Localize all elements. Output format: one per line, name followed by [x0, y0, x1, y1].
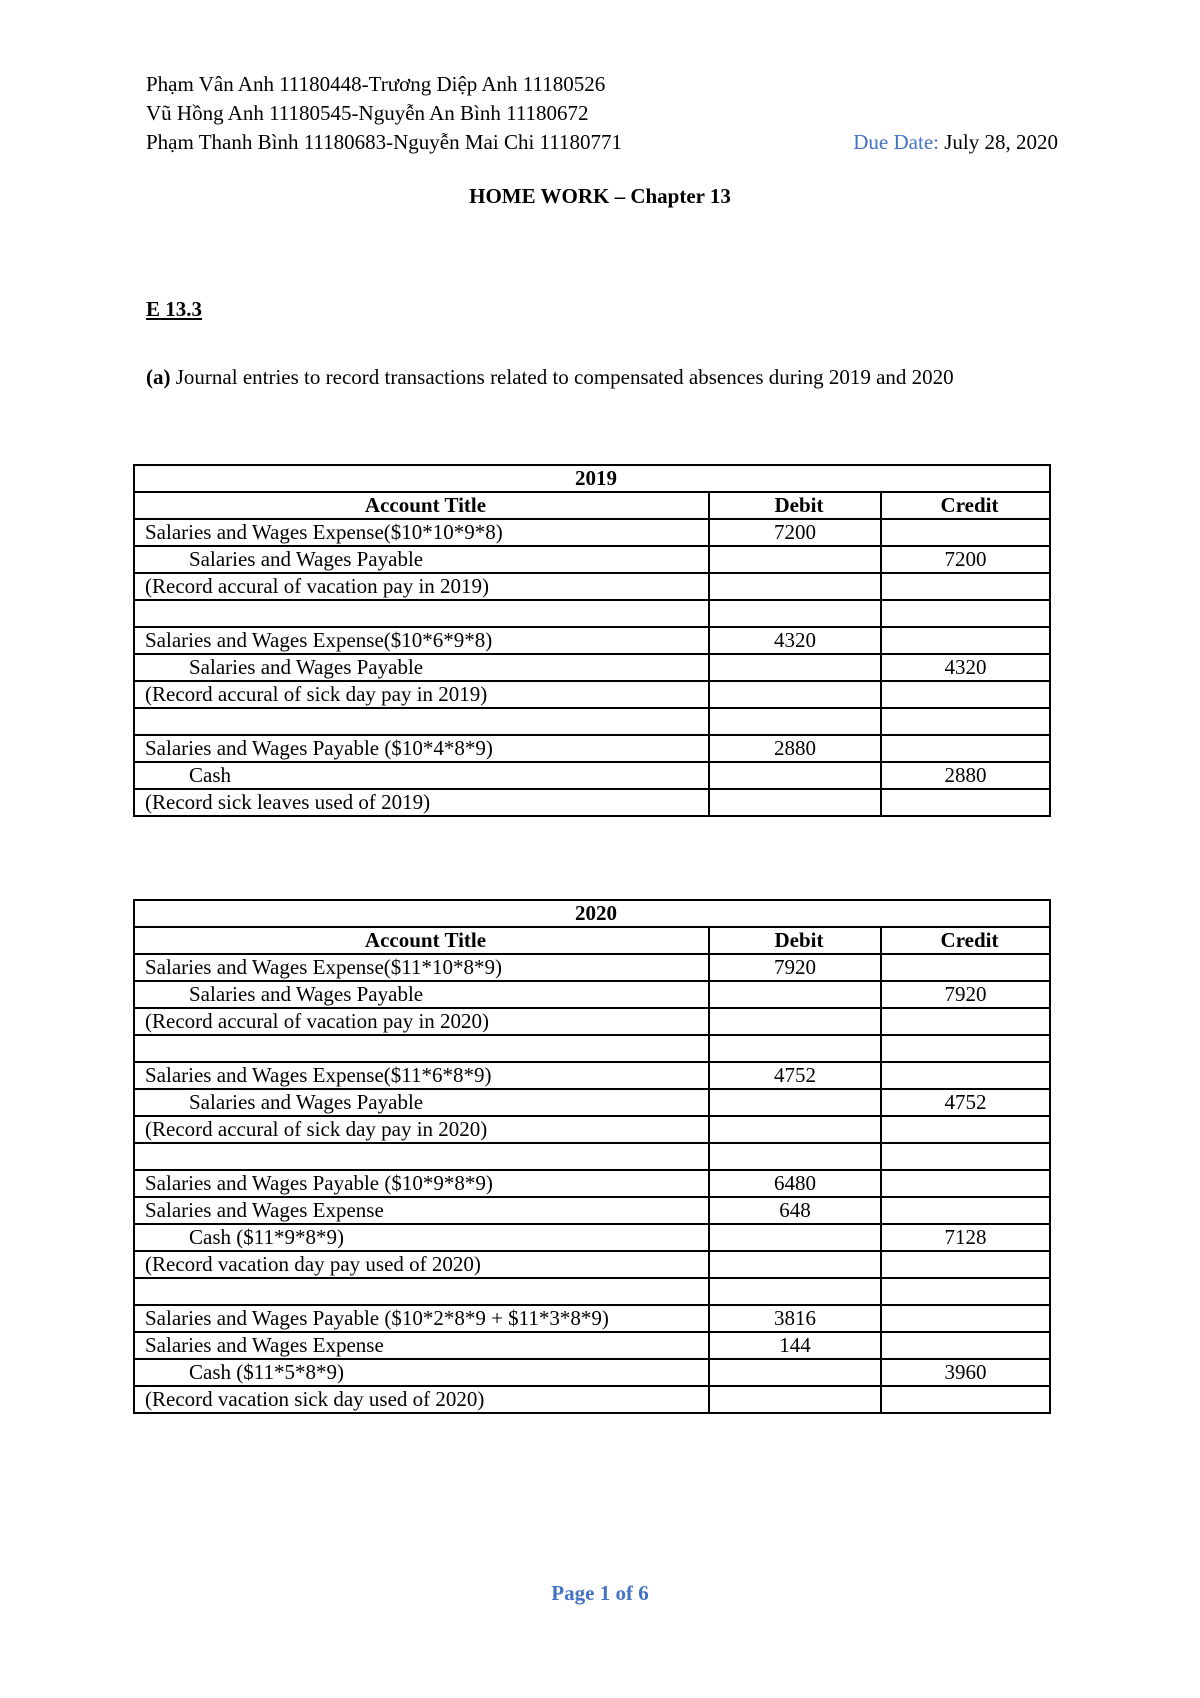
- credit-cell: [881, 708, 1050, 735]
- debit-cell: 2880: [709, 735, 881, 762]
- credit-header: Credit: [881, 492, 1050, 519]
- credit-cell: [881, 789, 1050, 816]
- journal-row: [134, 954, 1050, 981]
- account-title-cell: [134, 1035, 709, 1062]
- authors-line-1: [146, 70, 1058, 99]
- due-date-label: Due Date:: [853, 130, 939, 154]
- exercise-heading: E 13.3: [146, 297, 203, 321]
- journal-row: [134, 789, 1050, 816]
- authors-text-1: Phạm Vân Anh 11180448-Trương Diệp Anh 11180526: [146, 72, 606, 96]
- question-body: Journal entries to record transactions related to compensated absences during 2019 and 2020: [170, 365, 954, 389]
- journal-row: [134, 1359, 1050, 1386]
- credit-header: Credit: [881, 927, 1050, 954]
- journal-row: [134, 600, 1050, 627]
- journal-row: [134, 1386, 1050, 1413]
- debit-cell: [709, 762, 881, 789]
- due-date-value: July 28, 2020: [938, 130, 1058, 154]
- debit-cell: [709, 1386, 881, 1413]
- authors-line-2: [146, 99, 1058, 128]
- credit-cell: [881, 1143, 1050, 1170]
- authors-line-3: [146, 128, 1058, 157]
- column-header-row: [134, 927, 1050, 954]
- account-title-cell: (Record sick leaves used of 2019): [134, 789, 709, 816]
- account-title-header: Account Title: [134, 927, 709, 954]
- journal-row: [134, 573, 1050, 600]
- account-title-cell: Salaries and Wages Payable ($10*2*8*9 + $11*3*8*9): [134, 1305, 709, 1332]
- account-title-cell: Salaries and Wages Payable: [134, 546, 709, 573]
- credit-cell: [881, 1386, 1050, 1413]
- debit-cell: [709, 681, 881, 708]
- credit-cell: [881, 735, 1050, 762]
- credit-cell: [881, 519, 1050, 546]
- account-title-cell: Salaries and Wages Expense($10*6*9*8): [134, 627, 709, 654]
- account-title-cell: Cash ($11*9*8*9): [134, 1224, 709, 1251]
- debit-cell: 4320: [709, 627, 881, 654]
- journal-row: [134, 1062, 1050, 1089]
- debit-cell: [709, 654, 881, 681]
- account-title-cell: [134, 600, 709, 627]
- year-row: [134, 900, 1050, 927]
- debit-cell: 4752: [709, 1062, 881, 1089]
- debit-cell: 7920: [709, 954, 881, 981]
- debit-cell: [709, 1359, 881, 1386]
- credit-cell: [881, 600, 1050, 627]
- debit-cell: [709, 1008, 881, 1035]
- account-title-cell: Salaries and Wages Expense: [134, 1197, 709, 1224]
- debit-cell: [709, 981, 881, 1008]
- journal-table-2019: [133, 464, 1051, 817]
- debit-cell: [709, 1089, 881, 1116]
- debit-cell: [709, 1224, 881, 1251]
- credit-cell: [881, 1332, 1050, 1359]
- debit-cell: [709, 573, 881, 600]
- account-title-cell: (Record accural of vacation pay in 2019): [134, 573, 709, 600]
- debit-cell: 6480: [709, 1170, 881, 1197]
- journal-row: [134, 1278, 1050, 1305]
- journal-row: [134, 1332, 1050, 1359]
- journal-row: [134, 1008, 1050, 1035]
- authors-text-2: Vũ Hồng Anh 11180545-Nguyễn An Bình 11180672: [146, 101, 589, 125]
- debit-cell: [709, 1116, 881, 1143]
- credit-cell: [881, 1305, 1050, 1332]
- journal-row: [134, 519, 1050, 546]
- credit-cell: [881, 1008, 1050, 1035]
- debit-header: Debit: [709, 927, 881, 954]
- authors-text-3: Phạm Thanh Bình 11180683-Nguyễn Mai Chi 11180771: [146, 130, 622, 154]
- account-title-cell: (Record accural of vacation pay in 2020): [134, 1008, 709, 1035]
- journal-row: [134, 654, 1050, 681]
- journal-row: [134, 708, 1050, 735]
- debit-cell: 648: [709, 1197, 881, 1224]
- account-title-cell: (Record accural of sick day pay in 2019): [134, 681, 709, 708]
- journal-row: [134, 627, 1050, 654]
- credit-cell: 2880: [881, 762, 1050, 789]
- document-title: HOME WORK – Chapter 13: [469, 184, 731, 208]
- account-title-cell: Salaries and Wages Expense: [134, 1332, 709, 1359]
- debit-cell: [709, 1143, 881, 1170]
- account-title-cell: Salaries and Wages Expense($11*6*8*9): [134, 1062, 709, 1089]
- account-title-cell: [134, 708, 709, 735]
- credit-cell: [881, 681, 1050, 708]
- credit-cell: [881, 573, 1050, 600]
- account-title-cell: (Record accural of sick day pay in 2020): [134, 1116, 709, 1143]
- journal-row: [134, 1035, 1050, 1062]
- debit-cell: [709, 1035, 881, 1062]
- debit-cell: [709, 789, 881, 816]
- credit-cell: [881, 1116, 1050, 1143]
- account-title-cell: Salaries and Wages Payable: [134, 1089, 709, 1116]
- year-cell: 2019: [134, 465, 1050, 492]
- debit-cell: [709, 546, 881, 573]
- debit-cell: [709, 1251, 881, 1278]
- journal-row: [134, 1305, 1050, 1332]
- year-cell: 2020: [134, 900, 1050, 927]
- journal-row: [134, 1197, 1050, 1224]
- journal-table-2020: [133, 899, 1051, 1414]
- credit-cell: [881, 1062, 1050, 1089]
- credit-cell: 4320: [881, 654, 1050, 681]
- account-title-header: Account Title: [134, 492, 709, 519]
- credit-cell: [881, 954, 1050, 981]
- debit-cell: [709, 708, 881, 735]
- debit-cell: 144: [709, 1332, 881, 1359]
- account-title-cell: Salaries and Wages Payable ($10*4*8*9): [134, 735, 709, 762]
- account-title-cell: Salaries and Wages Expense($11*10*8*9): [134, 954, 709, 981]
- journal-row: [134, 681, 1050, 708]
- journal-row: [134, 1251, 1050, 1278]
- credit-cell: [881, 1251, 1050, 1278]
- credit-cell: 7200: [881, 546, 1050, 573]
- credit-cell: [881, 1278, 1050, 1305]
- account-title-cell: [134, 1143, 709, 1170]
- author-header: [146, 70, 1058, 157]
- credit-cell: [881, 627, 1050, 654]
- question-marker: (a): [146, 365, 171, 389]
- credit-cell: 4752: [881, 1089, 1050, 1116]
- credit-cell: [881, 1197, 1050, 1224]
- column-header-row: [134, 492, 1050, 519]
- debit-cell: 3816: [709, 1305, 881, 1332]
- account-title-cell: Salaries and Wages Expense($10*10*9*8): [134, 519, 709, 546]
- debit-cell: 7200: [709, 519, 881, 546]
- credit-cell: 7128: [881, 1224, 1050, 1251]
- journal-row: [134, 546, 1050, 573]
- due-date: [853, 128, 1058, 157]
- journal-row: [134, 1170, 1050, 1197]
- account-title-cell: [134, 1278, 709, 1305]
- journal-row: [134, 981, 1050, 1008]
- journal-row: [134, 762, 1050, 789]
- journal-row: [134, 735, 1050, 762]
- account-title-cell: Cash: [134, 762, 709, 789]
- credit-cell: 3960: [881, 1359, 1050, 1386]
- credit-cell: [881, 1170, 1050, 1197]
- debit-cell: [709, 600, 881, 627]
- journal-row: [134, 1089, 1050, 1116]
- question-text: [146, 350, 1066, 405]
- credit-cell: [881, 1035, 1050, 1062]
- journal-row: [134, 1143, 1050, 1170]
- account-title-cell: Cash ($11*5*8*9): [134, 1359, 709, 1386]
- account-title-cell: Salaries and Wages Payable: [134, 654, 709, 681]
- account-title-cell: (Record vacation day pay used of 2020): [134, 1251, 709, 1278]
- debit-header: Debit: [709, 492, 881, 519]
- journal-row: [134, 1116, 1050, 1143]
- account-title-cell: (Record vacation sick day used of 2020): [134, 1386, 709, 1413]
- journal-row: [134, 1224, 1050, 1251]
- account-title-cell: Salaries and Wages Payable ($10*9*8*9): [134, 1170, 709, 1197]
- credit-cell: 7920: [881, 981, 1050, 1008]
- debit-cell: [709, 1278, 881, 1305]
- page-number: Page 1 of 6: [551, 1581, 649, 1605]
- year-row: [134, 465, 1050, 492]
- account-title-cell: Salaries and Wages Payable: [134, 981, 709, 1008]
